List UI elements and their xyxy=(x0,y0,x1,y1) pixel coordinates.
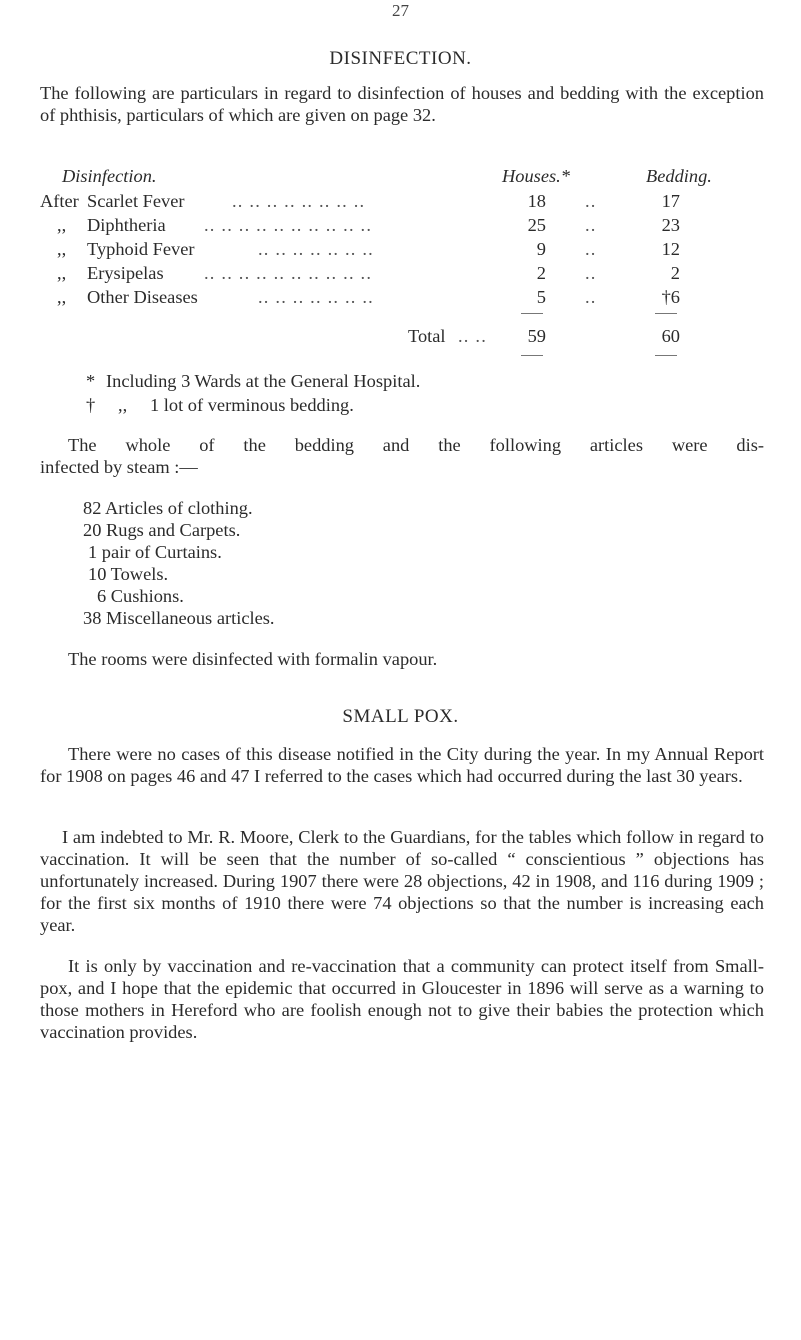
row-prefix: ,, xyxy=(57,239,67,259)
table-row xyxy=(0,286,801,308)
header-bedding: Bedding. xyxy=(646,166,712,186)
footnote-mark: † xyxy=(86,395,96,415)
list-item: 10 Towels. xyxy=(88,564,169,584)
small-pox-paragraph-3: It is only by vaccination and re-vaccination that a community can protect itself from Small-pox, and I hope that the epidemic that occurred in Gloucester in 1896 will serve as a warning to those mothers in Hereford who are foolish enough not to give their babies the protection which vaccination provides. xyxy=(40,956,764,1042)
page-number: 27 xyxy=(392,1,409,20)
steam-intro-line-1: The whole of the bedding and the following articles were dis- xyxy=(68,435,764,455)
small-pox-paragraph-2: I am indebted to Mr. R. Moore, Clerk to the Guardians, for the tables which follow in regard to vaccination. It will be seen that the number of so-called “ conscientious ” objections has unfortunately increased. During 1907 there were 28 objections, 42 in 1908, and 116 during 1909 ; for the first six months of 1910 there were 74 objections so that the number is increasing each year. xyxy=(40,827,764,935)
footnote-text: Including 3 Wards at the General Hospital. xyxy=(106,371,421,391)
leader-dots: .. xyxy=(585,287,597,307)
footnote-text: 1 lot of verminous bedding. xyxy=(150,395,354,415)
table-row xyxy=(0,214,801,236)
table-row xyxy=(0,262,801,284)
row-prefix: ,, xyxy=(57,215,67,235)
leader-dots: .. xyxy=(585,215,597,235)
leader-dots: .. .. .. .. .. .. .. .. xyxy=(232,191,366,211)
row-bedding: 23 xyxy=(661,215,680,235)
row-houses: 18 xyxy=(527,191,546,211)
list-item: 82 Articles of clothing. xyxy=(83,498,253,518)
leader-dots: .. .. .. .. .. .. .. .. .. .. xyxy=(204,263,373,283)
leader-dots: .. .. .. .. .. .. .. xyxy=(258,287,374,307)
row-label: Typhoid Fever xyxy=(87,239,195,259)
footnote-houses xyxy=(0,370,801,392)
footnote-mark: * xyxy=(86,371,96,391)
row-houses: 9 xyxy=(536,239,546,259)
table-total-row xyxy=(0,325,801,347)
list-item: 1 pair of Curtains. xyxy=(88,542,222,562)
small-pox-paragraph-1: There were no cases of this disease notified in the City during the year. In my Annual Report for 1908 on pages 46 and 47 I referred to the cases which had occurred during the last 30 years. xyxy=(40,744,764,786)
leader-dots: .. xyxy=(585,239,597,259)
row-label: Erysipelas xyxy=(87,263,164,283)
header-houses: Houses.* xyxy=(502,166,570,186)
row-bedding: †6 xyxy=(661,287,680,307)
list-item: 20 Rugs and Carpets. xyxy=(83,520,241,540)
row-label: Scarlet Fever xyxy=(87,191,185,211)
table-header-row xyxy=(0,165,801,187)
row-houses: 2 xyxy=(536,263,546,283)
row-prefix: ,, xyxy=(57,263,67,283)
section-heading-small-pox: SMALL POX. xyxy=(342,706,459,727)
double-rule-bedding xyxy=(655,355,677,356)
row-label: Diphtheria xyxy=(87,215,166,235)
rooms-note: The rooms were disinfected with formalin vapour. xyxy=(68,649,438,669)
list-item: 38 Miscellaneous articles. xyxy=(83,608,275,628)
total-houses: 59 xyxy=(527,326,546,346)
row-bedding: 17 xyxy=(661,191,680,211)
table-row xyxy=(0,190,801,212)
total-bedding: 60 xyxy=(661,326,680,346)
list-item: 6 Cushions. xyxy=(97,586,184,606)
disinfection-intro: The following are particulars in regard to disinfection of houses and bedding with the exception of phthisis, particulars of which are given on page 32. xyxy=(40,83,764,125)
leader-dots: .. .. .. .. .. .. .. xyxy=(258,239,374,259)
table-row xyxy=(0,238,801,260)
row-prefix: ,, xyxy=(57,287,67,307)
total-rule-bedding xyxy=(655,313,677,314)
header-disinfection: Disinfection. xyxy=(62,166,157,186)
leader-dots: .. .. xyxy=(458,326,487,346)
steam-intro-line-2: infected by steam :— xyxy=(40,457,198,477)
double-rule-houses xyxy=(521,355,543,356)
row-houses: 25 xyxy=(527,215,546,235)
row-bedding: 2 xyxy=(670,263,680,283)
total-label: Total xyxy=(408,326,446,346)
section-heading-disinfection: DISINFECTION. xyxy=(329,48,472,69)
leader-dots: .. xyxy=(585,191,597,211)
footnote-ditto: ,, xyxy=(118,395,128,415)
row-prefix: After xyxy=(40,191,79,211)
row-label: Other Diseases xyxy=(87,287,198,307)
leader-dots: .. .. .. .. .. .. .. .. .. .. xyxy=(204,215,373,235)
row-bedding: 12 xyxy=(661,239,680,259)
leader-dots: .. xyxy=(585,263,597,283)
total-rule-houses xyxy=(521,313,543,314)
row-houses: 5 xyxy=(536,287,546,307)
footnote-bedding xyxy=(0,394,801,416)
